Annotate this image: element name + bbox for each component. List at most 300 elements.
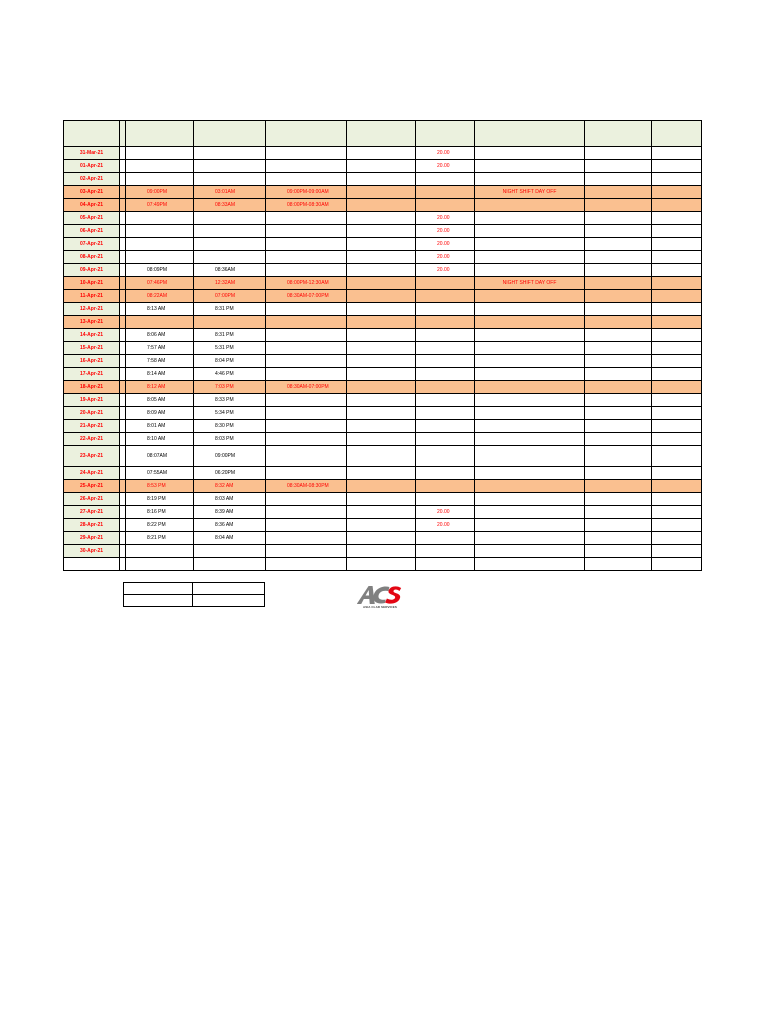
- col-10-cell: [652, 316, 702, 329]
- col-6-cell: [347, 290, 416, 303]
- col-9-cell: [585, 225, 652, 238]
- table-row: [64, 480, 702, 493]
- table-row: [64, 407, 702, 420]
- date-cell: 19-Apr-21: [64, 394, 120, 407]
- time-out-cell: 8:04 AM: [194, 532, 266, 545]
- col-9-cell: [585, 355, 652, 368]
- col-9-cell: [585, 173, 652, 186]
- shift-cell: [266, 303, 347, 316]
- col-6-cell: [347, 199, 416, 212]
- shift-cell: [266, 212, 347, 225]
- time-in-cell: 8:06 AM: [126, 329, 194, 342]
- overtime-cell: 20.00: [416, 225, 475, 238]
- time-out-cell: 08:33AM: [194, 199, 266, 212]
- shift-cell: [266, 160, 347, 173]
- table-row: [64, 381, 702, 394]
- col-10-cell: [652, 290, 702, 303]
- col-6-cell: [347, 493, 416, 506]
- overtime-cell: [416, 394, 475, 407]
- time-out-cell: 8:31 PM: [194, 303, 266, 316]
- summary-cell: [124, 595, 193, 607]
- time-in-cell: 07:46PM: [126, 277, 194, 290]
- col-9-cell: [585, 368, 652, 381]
- time-out-cell: [194, 251, 266, 264]
- table-row: [64, 186, 702, 199]
- col-9-cell: [585, 199, 652, 212]
- col-6-cell: [347, 480, 416, 493]
- table-row: [64, 506, 702, 519]
- overtime-cell: [416, 420, 475, 433]
- overtime-cell: [416, 355, 475, 368]
- overtime-cell: 20.00: [416, 506, 475, 519]
- overtime-cell: [416, 368, 475, 381]
- header-time-in-cell: [126, 121, 194, 147]
- table-row: [64, 446, 702, 467]
- col-6-cell: [347, 355, 416, 368]
- time-in-cell: 8:19 PM: [126, 493, 194, 506]
- date-cell: 04-Apr-21: [64, 199, 120, 212]
- remarks-cell: [475, 433, 585, 446]
- col-9-cell: [585, 381, 652, 394]
- col-9-cell: [585, 212, 652, 225]
- remarks-cell: [475, 329, 585, 342]
- col-10-cell: [652, 519, 702, 532]
- overtime-cell: [416, 433, 475, 446]
- time-out-cell: 5:34 PM: [194, 407, 266, 420]
- summary-row: [124, 595, 265, 607]
- shift-cell: [266, 545, 347, 558]
- table-row: [64, 493, 702, 506]
- col-6-cell: [347, 446, 416, 467]
- remarks-cell: [475, 394, 585, 407]
- shift-cell: [266, 173, 347, 186]
- time-out-cell: 06:20PM: [194, 467, 266, 480]
- header-col-9-cell: [585, 121, 652, 147]
- header-time-out-cell: [194, 121, 266, 147]
- time-in-cell: 07:55AM: [126, 467, 194, 480]
- table-row: [64, 277, 702, 290]
- time-out-cell: 5:31 PM: [194, 342, 266, 355]
- col-10-cell: [652, 480, 702, 493]
- col-9-cell: [585, 160, 652, 173]
- col-9-cell: [585, 277, 652, 290]
- blank-cell: [266, 558, 347, 571]
- time-in-cell: 8:14 AM: [126, 368, 194, 381]
- remarks-cell: [475, 316, 585, 329]
- remarks-cell: [475, 173, 585, 186]
- col-6-cell: [347, 381, 416, 394]
- table-row: [64, 147, 702, 160]
- col-9-cell: [585, 147, 652, 160]
- table-row: [64, 303, 702, 316]
- time-out-cell: 03:01AM: [194, 186, 266, 199]
- shift-cell: [266, 446, 347, 467]
- time-out-cell: 8:31 PM: [194, 329, 266, 342]
- time-in-cell: 07:49PM: [126, 199, 194, 212]
- col-9-cell: [585, 506, 652, 519]
- col-9-cell: [585, 519, 652, 532]
- table-row: [64, 467, 702, 480]
- remarks-cell: [475, 368, 585, 381]
- date-cell: 10-Apr-21: [64, 277, 120, 290]
- time-out-cell: 8:03 PM: [194, 433, 266, 446]
- shift-cell: 09:00PM-09:00AM: [266, 186, 347, 199]
- time-out-cell: 8:03 AM: [194, 493, 266, 506]
- time-in-cell: [126, 147, 194, 160]
- header-date-cell: [64, 121, 120, 147]
- shift-cell: [266, 433, 347, 446]
- col-9-cell: [585, 433, 652, 446]
- time-out-cell: [194, 545, 266, 558]
- col-6-cell: [347, 506, 416, 519]
- overtime-cell: [416, 545, 475, 558]
- date-cell: 13-Apr-21: [64, 316, 120, 329]
- shift-cell: [266, 355, 347, 368]
- time-in-cell: 8:22 PM: [126, 519, 194, 532]
- remarks-cell: [475, 545, 585, 558]
- col-10-cell: [652, 147, 702, 160]
- table-row: [64, 316, 702, 329]
- time-in-cell: [126, 160, 194, 173]
- overtime-cell: 20.00: [416, 160, 475, 173]
- date-cell: 27-Apr-21: [64, 506, 120, 519]
- col-6-cell: [347, 225, 416, 238]
- col-10-cell: [652, 238, 702, 251]
- overtime-cell: 20.00: [416, 238, 475, 251]
- remarks-cell: [475, 420, 585, 433]
- overtime-cell: [416, 381, 475, 394]
- shift-cell: [266, 342, 347, 355]
- time-out-cell: [194, 147, 266, 160]
- table-row: [64, 394, 702, 407]
- date-cell: 20-Apr-21: [64, 407, 120, 420]
- time-out-cell: 12:32AM: [194, 277, 266, 290]
- remarks-cell: [475, 225, 585, 238]
- date-cell: 02-Apr-21: [64, 173, 120, 186]
- col-9-cell: [585, 342, 652, 355]
- time-out-cell: 08:36AM: [194, 264, 266, 277]
- overtime-cell: 20.00: [416, 519, 475, 532]
- shift-cell: 08:30AM-08:30PM: [266, 480, 347, 493]
- overtime-cell: [416, 303, 475, 316]
- date-cell: 31-Mar-21: [64, 147, 120, 160]
- overtime-cell: [416, 329, 475, 342]
- date-cell: 16-Apr-21: [64, 355, 120, 368]
- time-in-cell: 08:07AM: [126, 446, 194, 467]
- summary-box: [123, 582, 265, 607]
- blank-cell: [652, 558, 702, 571]
- time-out-cell: [194, 316, 266, 329]
- time-out-cell: [194, 160, 266, 173]
- remarks-cell: [475, 251, 585, 264]
- overtime-cell: [416, 467, 475, 480]
- col-10-cell: [652, 394, 702, 407]
- col-6-cell: [347, 277, 416, 290]
- shift-cell: [266, 225, 347, 238]
- overtime-cell: [416, 480, 475, 493]
- overtime-cell: [416, 186, 475, 199]
- overtime-cell: [416, 290, 475, 303]
- time-in-cell: [126, 173, 194, 186]
- table-row: [64, 290, 702, 303]
- remarks-cell: NIGHT SHIFT DAY OFF: [475, 277, 585, 290]
- col-10-cell: [652, 433, 702, 446]
- shift-cell: 08:30AM-07:00PM: [266, 381, 347, 394]
- col-6-cell: [347, 433, 416, 446]
- overtime-cell: [416, 277, 475, 290]
- remarks-cell: [475, 532, 585, 545]
- summary-cell: [193, 595, 265, 607]
- col-6-cell: [347, 173, 416, 186]
- remarks-cell: [475, 493, 585, 506]
- time-in-cell: 8:13 AM: [126, 303, 194, 316]
- time-in-cell: 8:01 AM: [126, 420, 194, 433]
- col-9-cell: [585, 290, 652, 303]
- date-cell: 17-Apr-21: [64, 368, 120, 381]
- blank-cell: [416, 558, 475, 571]
- date-cell: 15-Apr-21: [64, 342, 120, 355]
- time-in-cell: 8:09 AM: [126, 407, 194, 420]
- date-cell: 29-Apr-21: [64, 532, 120, 545]
- summary-cell: [193, 583, 265, 595]
- header-remarks-cell: [475, 121, 585, 147]
- date-cell: 01-Apr-21: [64, 160, 120, 173]
- time-in-cell: 8:10 AM: [126, 433, 194, 446]
- col-6-cell: [347, 160, 416, 173]
- overtime-cell: 20.00: [416, 212, 475, 225]
- col-10-cell: [652, 368, 702, 381]
- remarks-cell: [475, 381, 585, 394]
- time-out-cell: [194, 212, 266, 225]
- date-cell: 09-Apr-21: [64, 264, 120, 277]
- col-6-cell: [347, 251, 416, 264]
- table-row: [64, 173, 702, 186]
- col-6-cell: [347, 394, 416, 407]
- col-10-cell: [652, 199, 702, 212]
- shift-cell: [266, 407, 347, 420]
- date-cell: 14-Apr-21: [64, 329, 120, 342]
- blank-cell: [347, 558, 416, 571]
- time-out-cell: 8:39 AM: [194, 506, 266, 519]
- acs-logo-mark: [357, 584, 403, 606]
- remarks-cell: [475, 238, 585, 251]
- col-10-cell: [652, 225, 702, 238]
- time-in-cell: [126, 225, 194, 238]
- col-10-cell: [652, 303, 702, 316]
- remarks-cell: [475, 303, 585, 316]
- col-10-cell: [652, 446, 702, 467]
- col-10-cell: [652, 467, 702, 480]
- col-6-cell: [347, 316, 416, 329]
- date-cell: 03-Apr-21: [64, 186, 120, 199]
- col-10-cell: [652, 160, 702, 173]
- shift-cell: [266, 316, 347, 329]
- time-in-cell: 7:58 AM: [126, 355, 194, 368]
- remarks-cell: [475, 290, 585, 303]
- date-cell: 18-Apr-21: [64, 381, 120, 394]
- time-in-cell: 8:53 PM: [126, 480, 194, 493]
- shift-cell: [266, 251, 347, 264]
- col-9-cell: [585, 186, 652, 199]
- shift-cell: [266, 147, 347, 160]
- col-6-cell: [347, 238, 416, 251]
- time-out-cell: 09:00PM: [194, 446, 266, 467]
- remarks-cell: [475, 467, 585, 480]
- col-10-cell: [652, 545, 702, 558]
- blank-cell: [475, 558, 585, 571]
- time-out-cell: [194, 238, 266, 251]
- date-cell: 28-Apr-21: [64, 519, 120, 532]
- col-6-cell: [347, 186, 416, 199]
- header-col-10-cell: [652, 121, 702, 147]
- header-row: [64, 121, 702, 147]
- table-row: [64, 342, 702, 355]
- shift-cell: [266, 264, 347, 277]
- col-6-cell: [347, 467, 416, 480]
- header-shift-cell: [266, 121, 347, 147]
- col-10-cell: [652, 342, 702, 355]
- remarks-cell: [475, 519, 585, 532]
- col-9-cell: [585, 251, 652, 264]
- table-row: [64, 225, 702, 238]
- table-row: [64, 519, 702, 532]
- time-in-cell: 08:09PM: [126, 264, 194, 277]
- table-row: [64, 368, 702, 381]
- shift-cell: [266, 467, 347, 480]
- time-in-cell: 8:05 AM: [126, 394, 194, 407]
- time-out-cell: 4:46 PM: [194, 368, 266, 381]
- shift-cell: [266, 519, 347, 532]
- table-row: [64, 532, 702, 545]
- summary-cell: [124, 583, 193, 595]
- date-cell: 24-Apr-21: [64, 467, 120, 480]
- date-cell: 06-Apr-21: [64, 225, 120, 238]
- overtime-cell: [416, 493, 475, 506]
- time-out-cell: 8:32 AM: [194, 480, 266, 493]
- col-9-cell: [585, 420, 652, 433]
- table-row: [64, 355, 702, 368]
- col-10-cell: [652, 381, 702, 394]
- overtime-cell: [416, 199, 475, 212]
- remarks-cell: [475, 506, 585, 519]
- overtime-cell: 20.00: [416, 264, 475, 277]
- col-9-cell: [585, 407, 652, 420]
- shift-cell: 08:30AM-07:00PM: [266, 290, 347, 303]
- time-out-cell: 7:03 PM: [194, 381, 266, 394]
- remarks-cell: NIGHT SHIFT DAY OFF: [475, 186, 585, 199]
- remarks-cell: [475, 147, 585, 160]
- table-row: [64, 545, 702, 558]
- date-cell: 22-Apr-21: [64, 433, 120, 446]
- date-cell: 30-Apr-21: [64, 545, 120, 558]
- col-9-cell: [585, 545, 652, 558]
- time-out-cell: 07:00PM: [194, 290, 266, 303]
- col-6-cell: [347, 519, 416, 532]
- col-9-cell: [585, 238, 652, 251]
- blank-cell: [64, 558, 120, 571]
- shift-cell: [266, 329, 347, 342]
- col-9-cell: [585, 480, 652, 493]
- table-row: [64, 264, 702, 277]
- col-6-cell: [347, 420, 416, 433]
- overtime-cell: [416, 342, 475, 355]
- header-col-6-cell: [347, 121, 416, 147]
- time-out-cell: 8:04 PM: [194, 355, 266, 368]
- col-9-cell: [585, 493, 652, 506]
- col-10-cell: [652, 186, 702, 199]
- time-out-cell: 8:30 PM: [194, 420, 266, 433]
- time-in-cell: 7:57 AM: [126, 342, 194, 355]
- col-6-cell: [347, 407, 416, 420]
- table-row: [64, 433, 702, 446]
- time-in-cell: [126, 251, 194, 264]
- time-in-cell: 8:21 PM: [126, 532, 194, 545]
- col-9-cell: [585, 316, 652, 329]
- blank-cell: [126, 558, 194, 571]
- table-row: [64, 212, 702, 225]
- col-9-cell: [585, 467, 652, 480]
- col-10-cell: [652, 493, 702, 506]
- company-logo: [357, 584, 403, 614]
- shift-cell: [266, 238, 347, 251]
- shift-cell: 08:00PM-12:30AM: [266, 277, 347, 290]
- col-9-cell: [585, 532, 652, 545]
- date-cell: 05-Apr-21: [64, 212, 120, 225]
- overtime-cell: [416, 407, 475, 420]
- remarks-cell: [475, 199, 585, 212]
- col-9-cell: [585, 264, 652, 277]
- col-6-cell: [347, 342, 416, 355]
- col-6-cell: [347, 329, 416, 342]
- col-10-cell: [652, 277, 702, 290]
- time-in-cell: 8:12 AM: [126, 381, 194, 394]
- date-cell: 08-Apr-21: [64, 251, 120, 264]
- col-10-cell: [652, 506, 702, 519]
- date-cell: 26-Apr-21: [64, 493, 120, 506]
- date-cell: 11-Apr-21: [64, 290, 120, 303]
- time-out-cell: [194, 173, 266, 186]
- col-10-cell: [652, 355, 702, 368]
- col-6-cell: [347, 545, 416, 558]
- overtime-cell: 20.00: [416, 251, 475, 264]
- date-cell: 21-Apr-21: [64, 420, 120, 433]
- table-row: [64, 199, 702, 212]
- col-10-cell: [652, 532, 702, 545]
- col-6-cell: [347, 212, 416, 225]
- remarks-cell: [475, 480, 585, 493]
- col-10-cell: [652, 420, 702, 433]
- shift-cell: [266, 506, 347, 519]
- shift-cell: [266, 493, 347, 506]
- col-9-cell: [585, 394, 652, 407]
- shift-cell: [266, 394, 347, 407]
- remarks-cell: [475, 212, 585, 225]
- blank-cell: [585, 558, 652, 571]
- time-in-cell: [126, 545, 194, 558]
- overtime-cell: [416, 316, 475, 329]
- date-cell: 25-Apr-21: [64, 480, 120, 493]
- shift-cell: [266, 420, 347, 433]
- remarks-cell: [475, 264, 585, 277]
- col-10-cell: [652, 407, 702, 420]
- col-9-cell: [585, 329, 652, 342]
- time-out-cell: 8:36 AM: [194, 519, 266, 532]
- logo-caption: ASIA CLAD SERVICES: [363, 605, 397, 609]
- shift-cell: [266, 532, 347, 545]
- overtime-cell: [416, 446, 475, 467]
- col-6-cell: [347, 303, 416, 316]
- time-out-cell: 8:33 PM: [194, 394, 266, 407]
